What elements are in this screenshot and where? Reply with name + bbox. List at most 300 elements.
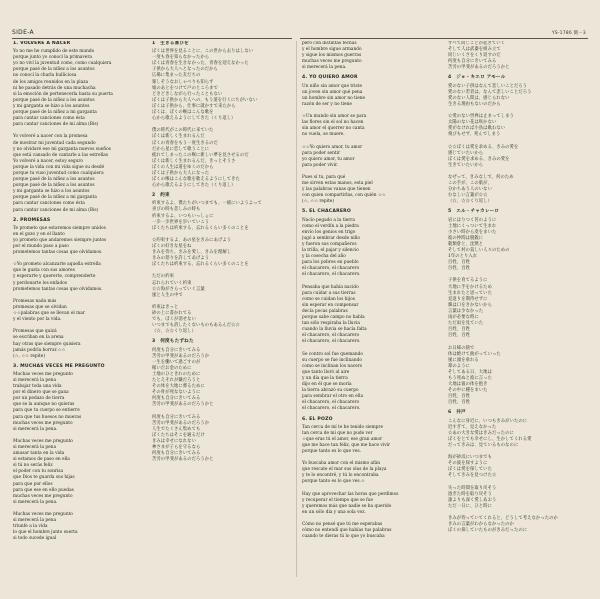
lyric-line: 子供を育てるように	[448, 278, 488, 284]
lyric-line: se escriban en la arena	[13, 335, 64, 341]
lyric-line: para cuidar a sus tierras	[302, 290, 356, 296]
lyric-line: porque pasé de la niñez a los asuntos	[13, 177, 95, 183]
lyric-line: Yo volveré a nacer con la promesa	[13, 134, 88, 140]
lyric-line: y el viento por la vida.	[13, 317, 62, 323]
lyric-line: por el mundo paso a paso	[13, 244, 69, 249]
lyric-line: porque pasé de la niñez a los asuntos	[13, 97, 95, 103]
lyric-line: 何度も自分にきいてみる	[152, 451, 201, 457]
song-section	[448, 209, 588, 406]
lyric-line: 人生でたくさん集めても	[152, 426, 201, 432]
lyric-line: no vuela, se muere.	[302, 132, 345, 138]
lyric-line: 苦労の甲斐があるのだろうかと	[152, 457, 214, 463]
lyric-line: 喜びの時も悲しみの時も	[152, 207, 201, 213]
lyric-line: この手が、この肌が、	[448, 181, 492, 187]
lyric-line: el chacarero, el chacarero	[302, 400, 360, 406]
lyric-line: muchas veces me pregunto	[302, 59, 362, 65]
lyric-line: 大地は彼の体を抱き	[448, 382, 488, 388]
lyric-line: 見返りを期待せずに	[448, 296, 488, 302]
lyric-line: porque tanto es lo que ves.	[302, 449, 361, 454]
lyric-line: どきどきしながら行ったこともない	[152, 91, 223, 97]
lyric-line: si merecerá la pena.	[302, 65, 347, 71]
song-title: 3 何度もたずねた	[152, 339, 194, 345]
lyric-line: en el gozo y en el llanto	[13, 231, 65, 237]
lyric-line: con quien compartirlas, con quién ☆☆	[302, 193, 386, 199]
lyric-line: trabajar toda una vida	[13, 384, 62, 390]
song-title: 4 ジョ・キエロ アモール	[448, 75, 506, 81]
lyric-line: hay otras que siempre quisiera	[13, 341, 81, 347]
song-section	[302, 209, 442, 412]
lyric-line: 体は焼けて曲がっていった	[448, 351, 501, 357]
lyric-line: razón de ser y no tiene	[302, 101, 352, 107]
lyric-line: que está cansado de cantarle a las estrellas	[13, 152, 109, 158]
lyric-line: para que tu cuerpo se entierre	[13, 408, 80, 414]
lyric-line: porque tanto es lo que ves.☆	[302, 479, 365, 485]
lyric-line: (☆, ☆☆ repite)	[13, 353, 45, 359]
lyric-line: en un sólo día y una sola vez.	[302, 509, 366, 515]
lyric-line: porque la vida con mi vida sigue su desdé	[13, 164, 105, 170]
lyric-line: ぼくは愛を求める、きみの愛を	[448, 156, 510, 162]
song-title: 2. PROMESAS	[13, 217, 51, 223]
lyric-line: 雨が必要な時に	[448, 315, 479, 321]
song-title: 6. EL POZO	[302, 416, 333, 422]
lyric-line: sin esperar en compensar	[302, 302, 359, 308]
lyric-line: tan cerca de mí que no pude ver	[302, 430, 373, 436]
lyric-line: y un día que la tierra	[302, 375, 348, 381]
spanish-lyrics-column-1	[13, 41, 143, 593]
lyric-line: un hombre sin amor no tiene	[302, 95, 366, 101]
song-section	[448, 410, 588, 534]
lyric-line: 畑は口をきかないから	[448, 302, 492, 308]
lyric-line: para poder sentir	[302, 150, 341, 156]
lyric-line: (☆, ☆☆ repite)	[302, 199, 334, 205]
lyric-line: 苦労の甲斐があるのだろうか	[152, 353, 210, 359]
lyric-line: el chacarero, el chacarero	[302, 333, 360, 339]
lyric-line: 感じていたいから	[448, 150, 484, 156]
lyric-line: para que tus huesos no mueras	[13, 414, 82, 420]
lyric-line: ぼくの探していたものがきみだったのに	[448, 528, 528, 534]
center-divider	[296, 41, 297, 577]
lyric-line: para los pobres en pueblo	[302, 260, 359, 266]
lyric-line: para cantar canciones como ésta	[13, 116, 85, 122]
lyric-line: ni he pasado detrás de una muchacha	[13, 85, 96, 91]
lyric-line: その体を大地に葬るために	[152, 384, 205, 390]
lyric-line: cómo no entendí que habías tus palabras	[302, 528, 392, 534]
lyric-line: 愛のない子供はなんて悲しいことだろう	[448, 83, 528, 89]
lyric-line: Muchas veces me pregunto	[13, 438, 73, 444]
lyric-line: y mi garganta se hizo a los asuntos	[13, 189, 90, 195]
song-section	[13, 218, 143, 360]
song-section	[152, 193, 292, 335]
lyric-line: y las palabras vanas que tienen	[302, 187, 371, 193]
song-title: 1 生きる喜びを	[152, 41, 189, 46]
lyric-line: de los amigos reunidos en la plaza	[13, 79, 89, 85]
lyric-line: si la emoción de pertenecerla hasta su puerta	[13, 91, 113, 97]
lyric-line: que tanto lloró al aire	[302, 369, 350, 375]
lyric-line: para que ese en ello puedas	[13, 487, 74, 493]
lyric-line: y mi garganta se hizo a los asuntos	[13, 103, 90, 109]
lyric-line: 約束するよ、いつもいっしょに	[152, 213, 214, 219]
lyric-line: por un pedazo de tierra	[13, 396, 65, 402]
song-title: 4. YO QUIERO AMOR	[302, 75, 358, 81]
lyric-line: porque pasé de la niñez a los asuntos	[13, 67, 95, 73]
lyric-line: ぼくをとても幸せにし、生かしてくれる愛	[448, 436, 532, 442]
lyric-line: ☆約束するよ、あの星をきみにあげよう	[152, 237, 232, 243]
lyric-line: ただ一日に、ひと時に	[448, 503, 492, 509]
lyric-line: yo prometo que andaremos siempre juntos	[13, 237, 107, 243]
lyric-line: para que por ellos	[13, 481, 53, 487]
lyric-line: promesas que se olvidan	[13, 304, 67, 310]
song-section	[302, 75, 442, 205]
lyric-line: cuando la lluvia se hacía falta	[302, 327, 367, 333]
lyric-line: 失った時間を取り戻そう	[448, 485, 497, 491]
lyric-line: 心から歌えるようにしてきた（くり返し）	[152, 183, 236, 189]
lyric-line: ぼくは愛を探していた	[448, 467, 492, 473]
japanese-lyrics-column-2	[448, 41, 588, 593]
song-section	[448, 75, 588, 205]
lyric-line: だから星に恋して歌うことに	[152, 146, 210, 152]
lyric-line: 子供から大人へとなったのだから	[152, 67, 218, 73]
lyric-line: もう死ぬと彼に言った	[448, 375, 492, 381]
lyric-line: きみの怒りを許してあげよう	[152, 256, 210, 262]
lyric-line: Te prometo que estaremos siempre unidos	[13, 225, 106, 231]
lyric-line: para cantar canciones de mi alma (Bis)	[13, 122, 99, 128]
lyric-line: como se inclinan los nacers	[302, 363, 362, 369]
lyric-line: 葦のように	[448, 363, 470, 369]
lyric-line: y esperarte y quererte, comprenderte	[13, 274, 96, 280]
lyric-line: 何度も自分にきいてみる	[152, 396, 201, 402]
lyric-line: 一度も春を知らなかったから	[152, 55, 210, 61]
lyric-line: 疲れてしまったこの喉に新しい夢を見させるのだ	[152, 152, 249, 158]
lyric-line: ☆愛のない世界は止まってしまう	[448, 114, 514, 120]
lyric-line: si merecerá la pena	[13, 518, 57, 524]
lyric-line: 誰よりも深く愛しあおう	[448, 497, 497, 503]
lyric-line: si merecerá la pena	[13, 445, 57, 450]
lyric-line: その波を探すように	[448, 461, 488, 467]
lyric-line: Promesas nada más	[13, 298, 57, 304]
lyric-line: ぼくの好きな星をね	[152, 244, 192, 249]
song-title: 3. MUCHAS VECES ME PREGUNTO	[13, 363, 105, 369]
lyric-line: Promesas que quizá	[13, 329, 57, 335]
lyric-line: que rescate el mar sus olas de la playa	[302, 467, 387, 473]
lyric-line: ぼくは子供から大人への、もう道を行くにちがいない	[152, 97, 258, 103]
lyric-line: ぼくは子供から大人になった	[152, 170, 210, 176]
lyric-line: 百姓、百姓	[448, 400, 470, 406]
side-label: SIDE-A	[12, 29, 34, 36]
lyric-line: （☆、☆☆くり返し）	[448, 199, 492, 205]
lyric-line: 何度も自分にきいてみる	[152, 414, 201, 420]
lyric-line: ☆☆海がさらっていく言葉	[152, 286, 205, 292]
lyric-line: porque tu vuso juventud como cualquiera	[13, 170, 104, 176]
lyric-line: 風に頭を垂れる	[448, 357, 479, 363]
lyric-line: y perdonarte los enfados	[13, 280, 68, 286]
lyric-line: でも、ぼくが消せない	[152, 317, 196, 323]
lyric-line: ぼくは子供から、仕事に就かすで来たから	[152, 103, 236, 109]
lyric-line: si merecerá la pena.	[13, 426, 58, 432]
lyric-line: pero con distintas fechas	[302, 41, 357, 46]
lyric-line: 砂の上に書かれてる	[152, 311, 192, 317]
lyric-line: porque sabe campo no habla	[302, 315, 365, 321]
lyric-line: だってきみは、見ているものなのに	[448, 442, 519, 448]
lyric-line: Muchas veces me pregunto	[13, 371, 73, 377]
lyric-line: que le gusta con sus amores	[13, 268, 75, 274]
lyric-line: 百姓、百姓	[448, 260, 470, 266]
lyric-line: Pues sí tu, para qué	[302, 174, 346, 180]
lyric-line: 稼いだお金のために	[152, 365, 192, 371]
lyric-line: como el verdín a la piedra	[302, 223, 359, 229]
lyric-line: si merecerá la pena	[13, 377, 57, 383]
lyric-line: ☆あの大きな愛はきみだったのに	[448, 430, 514, 436]
lyric-line: Tan cerca de mí te he tenido siempre	[302, 424, 384, 430]
lyric-line: Muchas veces me pregunto	[13, 512, 73, 518]
lyric-line: el poder con tu sonrisa	[13, 469, 64, 475]
lyric-line: すべて同じことが起きていく	[448, 41, 506, 46]
song-section	[13, 41, 143, 214]
lyric-line: muchas veces me pregunto	[13, 420, 73, 426]
lyric-line: prometemos tantas cosas que olvidamos.	[13, 250, 103, 256]
lyric-line: tan sólo respiraba la lluvia	[302, 321, 360, 327]
lyric-line: ぼくの人生は道をゆくのだから	[152, 164, 214, 170]
song-title: 1. VOLVERÉ A NACER	[13, 41, 71, 46]
lyric-line: ぼくたちは約束する、忘れるくらい多くのことを	[152, 225, 249, 231]
lyric-line: 僕の時代がこの時代に来ていた	[152, 128, 214, 134]
lyric-line: Yo volveré a nacer, estoy seguro	[13, 158, 84, 164]
lyric-line: ☆☆ぼくは愛を求める、きみの愛を	[448, 144, 519, 150]
lyric-line: Un niño sin amor que triste	[302, 83, 363, 89]
lyric-line: きみは幸せになれない	[152, 438, 196, 444]
lyric-line: 何度も自分にきいてみる	[152, 347, 201, 353]
lyric-line: お日様の熱で	[448, 345, 475, 351]
lyric-line: （☆、☆☆くり返し）	[152, 329, 196, 335]
lyric-line: ぼくたちは約束する、忘れるくらい多くのことを	[152, 262, 249, 268]
lyric-line: 約束するよ、僕たちがいつまでも、一緒にいようよって	[152, 201, 262, 207]
song-title: 6 井戸	[448, 410, 466, 416]
lyric-line: ☆Un mundo sin amor se para	[302, 114, 367, 120]
lyric-line: triunfe a la vida	[13, 524, 48, 530]
song-section	[302, 41, 442, 71]
lyric-line: 穀類倉と、沈黙と	[448, 241, 484, 247]
lyric-line: la trilla, el pajar y silencio	[302, 248, 359, 253]
lyric-line: y no olvidaré ese mi garganta nuevos sueños	[13, 146, 111, 152]
lyric-line: ぼくの青春をもう一度生きるのだ	[152, 140, 218, 146]
song-title: 5 エル・チャカレーロ	[448, 209, 500, 215]
lyric-line: 近すぎて、見えなかった	[448, 424, 497, 430]
lyric-line: 約束はきっと	[152, 304, 179, 310]
lyric-line: 飛びもせず、死んでしまう	[448, 132, 501, 138]
lyric-line: いつまでも消したくないものもあるんだ☆☆	[152, 323, 240, 329]
lyric-line: por el dinero que se gana	[13, 390, 69, 396]
lyric-line: ぼくは青春を生きなかった、青春を迎えなかった	[152, 61, 249, 67]
lyric-line: Hay que aprovechar las horas que perdimos	[302, 491, 399, 497]
lyric-line: 苦労の甲斐があるのだろうか	[152, 420, 210, 426]
lyric-line: para sembrar el otro en ella	[302, 394, 364, 400]
lyric-line: 百姓、百姓	[448, 327, 470, 333]
lyric-line: ぼくは世界を見ることに、この世から去りはしない	[152, 49, 254, 55]
header-rule-right	[300, 38, 588, 39]
lyric-line: 愛のない人間は、感じられない	[448, 95, 510, 101]
lyric-line: 土地にくっついて生まれ	[448, 223, 497, 229]
lyric-line: その中に種をまいた	[448, 388, 488, 394]
lyric-line: que me hace tan feliz, que me hace vivir	[302, 442, 391, 448]
lyric-line: envío los genios en trigo	[302, 229, 356, 235]
lyric-line: si todo sucede igual	[13, 536, 57, 542]
lyric-line: Se contro sol fue quemando	[302, 351, 363, 357]
catalog-number: YS-1786 側－3	[551, 31, 586, 36]
lyric-line: si estamos de paso en ella	[13, 457, 70, 463]
lyric-line: 一歩一歩世界を歩いていこう	[152, 219, 210, 225]
lyric-line: y te lo encontré, y tú lo encontraba	[302, 473, 379, 479]
lyric-line: 百姓、百姓	[448, 333, 470, 339]
lyric-line: 海が砂浜にいつまでも	[448, 455, 492, 461]
lyric-line: 苦労の甲斐があるのだろうかと	[448, 65, 510, 71]
lyric-line: 百姓、百姓	[448, 266, 470, 272]
lyric-line: 小さい時から麦をまいた	[448, 229, 497, 235]
lyric-line: el chacarero, el chacarero	[302, 266, 360, 272]
lyric-line: cuando te dieras tú lo que yo buscaba	[302, 534, 385, 540]
lyric-line: su cuerpo se fue inclinando	[302, 357, 362, 363]
lyric-line: el chacarero, el chacarero.	[302, 272, 361, 278]
lyric-line: amasar tanta en la vida	[13, 451, 65, 457]
lyric-line: そしてきみを見つけた☆	[448, 473, 497, 479]
lyric-line: Pensaba que había nacido	[302, 284, 359, 290]
lyric-line: 神さまが子らを守るなら	[152, 445, 201, 450]
song-title: 2 約束	[152, 193, 170, 199]
lyric-line: el chacarero, el chacarero.	[302, 406, 361, 412]
lyric-line: ☆Yo prometo alcanzarte aquella estrella	[13, 262, 101, 268]
lyric-line: ぼくは新しく生まれるんだ、きっとそうさ	[152, 158, 236, 164]
lyric-line: 生まれたと思っていた	[448, 290, 492, 296]
lyric-line: 娘のあとをつけて戸のところまで	[152, 85, 218, 91]
lyric-line: jamás podría borrar.☆☆	[13, 347, 66, 353]
lyric-line: y fueron sus compañeros	[302, 241, 357, 247]
lyric-line: las flores sin el sol no hacen	[302, 120, 364, 126]
lyric-line: ぼくたちはそこを通るだけ	[152, 432, 205, 438]
lyric-line: 大地に手をかけるため	[448, 284, 492, 290]
lyric-line: como se cuidan los hijos	[302, 296, 355, 302]
lyric-line: muchas veces me pregunto	[13, 493, 73, 499]
lyric-line: Yo buscaba amor con el mismo afán	[302, 461, 381, 467]
lyric-line: para poder vivir.	[302, 162, 338, 168]
lyric-line: y el hombre sigue armando	[302, 47, 362, 53]
lyric-line: ぼくは、ぼくの喉はこんな歌を	[152, 110, 214, 116]
song-section	[13, 364, 143, 543]
lyric-line: ただ雨を見ていた	[448, 321, 484, 327]
lyric-line: el chacarero, el chacarero.	[302, 339, 361, 345]
lyric-line: si tú no serás feliz	[13, 463, 53, 469]
lyric-line: 苦労の甲斐があるのだろうかと	[152, 402, 214, 408]
lyric-line: 土地のひときれのために	[152, 371, 201, 377]
lyric-line: jugó a sembrar desde niño	[302, 235, 360, 241]
lyric-line: y queremos más que nadie se ha querido	[302, 503, 392, 509]
lyric-line: きみの言葉がわからなかったのか	[448, 522, 514, 528]
lyric-line: porque pasé de la niñez a mi garganta	[13, 110, 97, 116]
lyric-line: ぼくの喉はこんな歌を歌えるようにしてきた	[152, 177, 240, 183]
lyric-line: 愛がなければ小鳥は歌わない	[448, 126, 506, 132]
lyric-line: que se la aunque no quieras	[13, 402, 75, 408]
lyric-line: sin amor el querrer no canta	[302, 126, 365, 132]
lyric-line: y recuperar el tiempo que se fue	[302, 497, 374, 503]
lyric-line: y sigue los mismos guerras	[302, 53, 362, 59]
lyric-line: 彼の仲間は脱穀に	[448, 235, 484, 241]
lyric-line: こんなに身近に、いつもきみがいたのに	[448, 418, 528, 424]
lyric-line: 百姓、百姓	[448, 394, 470, 400]
lyric-line: ☆que eras tú el amor, ese gran amor	[302, 436, 383, 442]
lyric-line: porque pasé de la niñez a los asuntos	[13, 183, 95, 189]
lyric-line: 1年のとり入れ	[448, 254, 478, 260]
lyric-line: 分かちあう人のいない	[448, 187, 492, 193]
lyric-line: decía pocas palabras	[302, 308, 348, 314]
lyric-line: un joven sin amor qué pena	[302, 89, 363, 95]
lyric-line: 何度も自分にきいてみる	[448, 59, 497, 65]
lyric-line: Nacío pegado a la tierra	[302, 217, 355, 223]
lyric-line: prometemos tantas cosas que olvidamos.	[13, 286, 103, 292]
lyric-line: de mostrar mi juventud cada segundo	[13, 140, 96, 146]
lyric-line: 一生を働いて過ごすのが	[152, 359, 201, 365]
lyric-line: 岩にはりつく苔のように	[448, 217, 497, 223]
lyric-line: 忘れられていく約束	[152, 280, 192, 286]
lyric-line: きみを待ち、きみを愛し、きみを理解し	[152, 250, 232, 256]
lyric-line: 過ぎた時を取り戻そう	[448, 491, 492, 497]
lyric-line: yo quiero amor, tu amor	[302, 156, 355, 162]
lyric-line: no conocí la charla bulliciosa	[13, 73, 77, 79]
lyric-line: ☆☆palabras que se llevan el mar	[13, 311, 85, 317]
lyric-line: 生きていたいから	[448, 162, 484, 168]
lyric-line: そして人は武器を組み立て	[448, 47, 501, 53]
lyric-line: その骨が死なないように	[152, 390, 201, 396]
lyric-line: 風と人生の中で	[152, 292, 183, 298]
lyric-line: la tierra abrazó su cuerpo	[302, 388, 359, 394]
lyric-line: ぼくは新しく生まれるんだ	[152, 134, 205, 140]
lyric-line: きみが待っていてくれると、どうして考えなかったのか	[448, 516, 558, 522]
lyric-line: むなしい言葉が☆☆	[448, 193, 488, 199]
lyric-line: 愛のない若者は、なんて悲しいことだろう	[448, 89, 532, 95]
lyric-line: 楽しそうなおしゃべりも知らず	[152, 79, 214, 85]
lyric-line: 心から歌えるようにしてきた（くり返し）	[152, 116, 236, 122]
lyric-line: 太陽のない花は咲かない	[448, 120, 497, 126]
lyric-line: porque junto yo conocí la primavera	[13, 55, 92, 61]
lyric-line: que Dios te guarda sus hijas	[13, 475, 75, 481]
lyric-line: para cantar canciones como ésta	[13, 201, 85, 207]
lyric-line: porque pasé de la niñez a mi garganta	[13, 195, 97, 201]
song-section	[302, 417, 442, 541]
lyric-line: 同じいくさをくり返すのだ	[448, 53, 501, 59]
lyric-line: たとえそれが嫌だろうと	[152, 377, 201, 383]
song-section	[152, 339, 292, 463]
lyric-line: そして村の貧しい人々のための	[448, 248, 510, 253]
lyric-line: me sirven estas manos, esta piel	[302, 181, 373, 187]
spanish-lyrics-column-2	[302, 41, 442, 593]
lyric-line: Yo no me he cumplido de este mundo	[13, 49, 95, 55]
song-title: 5. EL CHACARERO	[302, 209, 352, 215]
lyric-line: Cómo no pensé que tú me esperabas	[302, 522, 383, 528]
lyric-line: ☆☆Yo quiero amor, tu amor	[302, 144, 363, 150]
lyric-line: 広場に集まった友だちの	[152, 73, 201, 79]
lyric-line: そしてある日、大地は	[448, 369, 492, 375]
lyric-line: dijo en él que se moría	[302, 382, 352, 388]
lyric-line: yo no viví la juventud como, como cualquiera	[13, 61, 112, 67]
song-section	[448, 41, 588, 71]
header-rule-left	[12, 38, 292, 39]
lyric-line: lo que el hombre junto suerta	[13, 530, 78, 536]
lyric-line: y la cosecha del año	[302, 254, 346, 260]
lyric-line: 言葉は少なかった	[448, 308, 484, 314]
lyric-line: para cantar canciones de mi alma (Bis)	[13, 207, 99, 213]
japanese-lyrics-column-1	[152, 41, 292, 593]
lyric-line: なぜって、きみなしで、何のため	[448, 174, 514, 180]
lyric-line: ただの約束	[152, 274, 174, 280]
lyric-line: si merecerá la pena.	[13, 499, 58, 505]
lyric-line: 生きる理由もないのだから	[448, 101, 501, 107]
song-section	[152, 41, 292, 189]
